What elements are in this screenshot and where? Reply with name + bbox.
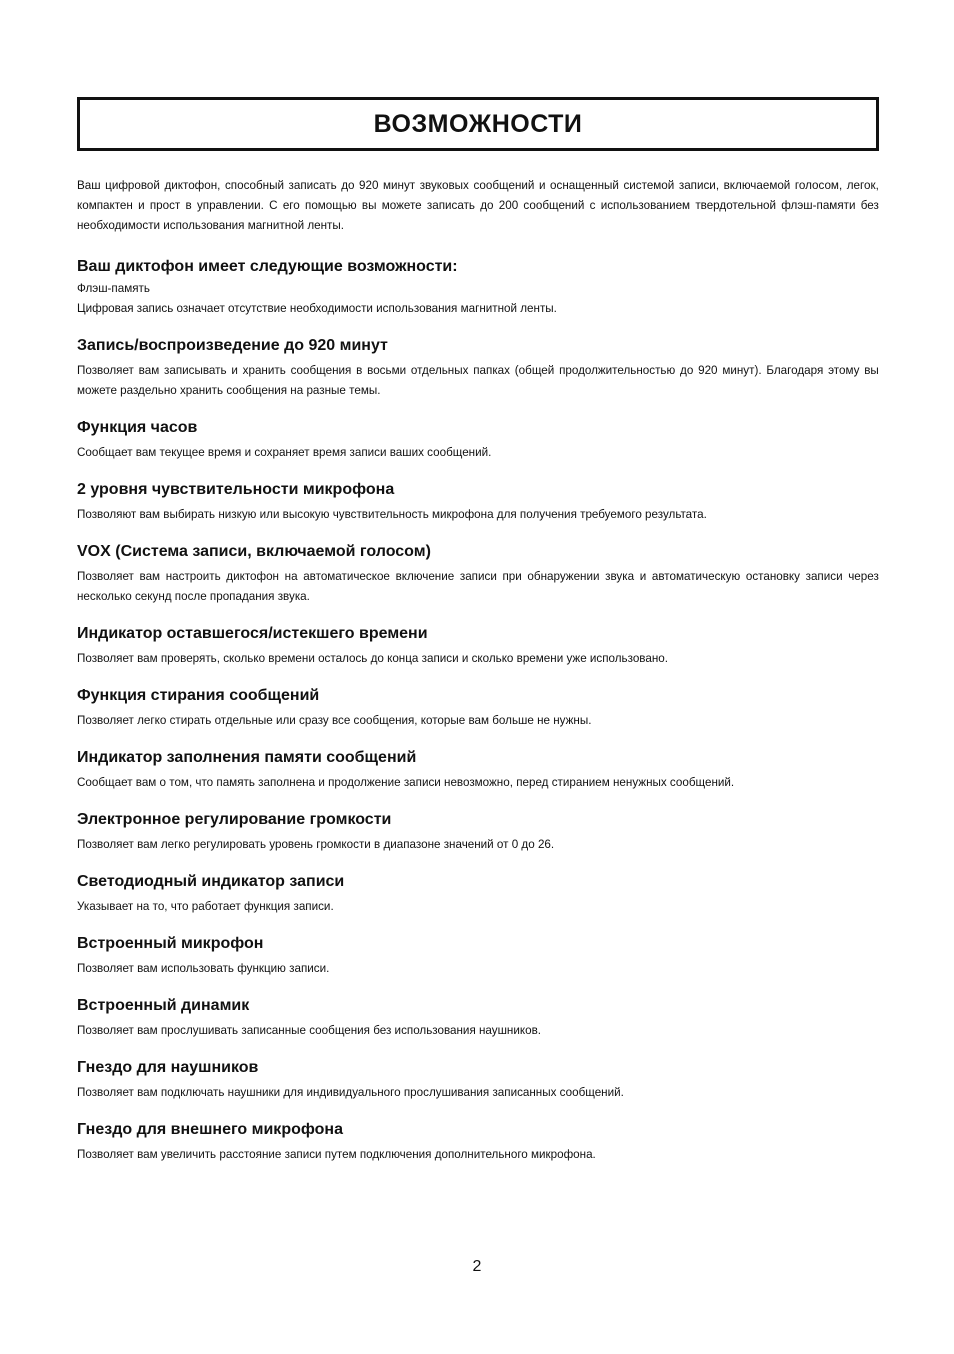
intro-paragraph: Ваш цифровой диктофон, способный записать до 920 минут звуковых сообщений и оснащенный системой записи, включаемой голосом, легок, компактен и прост в управлении. С его помощью вы можете записать до 200 сообщений с использованием твердотельной флэш-памяти без необходимости использования магнитной ленты. xyxy=(77,178,879,232)
feature-section xyxy=(77,872,879,916)
feature-section xyxy=(77,996,879,1040)
feature-section xyxy=(77,1058,879,1102)
feature-description: Позволяют вам выбирать низкую или высокую чувствительность микрофона для получения требуемого результата. xyxy=(77,507,707,521)
title-box xyxy=(77,97,879,151)
feature-section xyxy=(77,542,879,606)
feature-heading: Встроенный динамик xyxy=(77,997,250,1014)
feature-heading: Светодиодный индикатор записи xyxy=(77,873,345,890)
feature-description: Цифровая запись означает отсутствие необходимости использования магнитной ленты. xyxy=(77,301,557,315)
feature-section xyxy=(77,1120,879,1164)
feature-heading: Функция часов xyxy=(77,419,198,436)
feature-section xyxy=(77,418,879,462)
feature-description: Позволяет вам подключать наушники для индивидуального прослушивания записанных сообщений. xyxy=(77,1085,624,1099)
feature-section xyxy=(77,810,879,854)
feature-description: Позволяет вам использовать функцию записи. xyxy=(77,961,330,975)
feature-section xyxy=(77,686,879,730)
feature-section xyxy=(77,336,879,400)
feature-heading: Гнездо для внешнего микрофона xyxy=(77,1121,343,1138)
page-number: 2 xyxy=(472,1258,482,1275)
feature-section xyxy=(77,748,879,792)
feature-section xyxy=(77,257,879,318)
feature-section xyxy=(77,624,879,668)
feature-section xyxy=(77,480,879,524)
feature-description: Позволяет вам записывать и хранить сообщения в восьми отдельных папках (общей продолжительностью до 920 минут). Благодаря этому вы можете раздельно хранить сообщения на разные темы. xyxy=(77,363,879,397)
feature-heading: 2 уровня чувствительности микрофона xyxy=(77,481,395,498)
feature-heading: Ваш диктофон имеет следующие возможности: xyxy=(77,258,458,275)
feature-heading: VOX (Система записи, включаемой голосом) xyxy=(77,543,431,560)
feature-description: Позволяет вам прослушивать записанные сообщения без использования наушников. xyxy=(77,1023,542,1037)
feature-heading: Запись/воспроизведение до 920 минут xyxy=(77,337,388,354)
feature-heading: Функция стирания сообщений xyxy=(77,687,320,704)
feature-subtitle: Флэш-память xyxy=(77,281,150,295)
feature-section xyxy=(77,934,879,978)
feature-heading: Гнездо для наушников xyxy=(77,1059,259,1076)
feature-description: Позволяет вам проверять, сколько времени осталось до конца записи и сколько времени уже использовано. xyxy=(77,651,668,665)
feature-heading: Индикатор заполнения памяти сообщений xyxy=(77,749,417,766)
feature-description: Указывает на то, что работает функция записи. xyxy=(77,899,334,913)
feature-heading: Индикатор оставшегося/истекшего времени xyxy=(77,625,428,642)
feature-description: Позволяет легко стирать отдельные или сразу все сообщения, которые вам больше не нужны. xyxy=(77,713,592,727)
feature-description: Сообщает вам текущее время и сохраняет время записи ваших сообщений. xyxy=(77,445,492,459)
feature-description: Позволяет вам настроить диктофон на автоматическое включение записи при обнаружении звука и автоматическую остановку записи через несколько секунд после пропадания звука. xyxy=(77,569,879,603)
feature-heading: Встроенный микрофон xyxy=(77,935,264,952)
feature-heading: Электронное регулирование громкости xyxy=(77,811,392,828)
document-page xyxy=(77,97,879,1164)
feature-description: Сообщает вам о том, что память заполнена и продолжение записи невозможно, перед стиранием ненужных сообщений. xyxy=(77,775,735,789)
page-title: ВОЗМОЖНОСТИ xyxy=(373,109,583,138)
feature-description: Позволяет вам легко регулировать уровень громкости в диапазоне значений от 0 до 26. xyxy=(77,837,555,851)
feature-description: Позволяет вам увеличить расстояние записи путем подключения дополнительного микрофона. xyxy=(77,1147,596,1161)
